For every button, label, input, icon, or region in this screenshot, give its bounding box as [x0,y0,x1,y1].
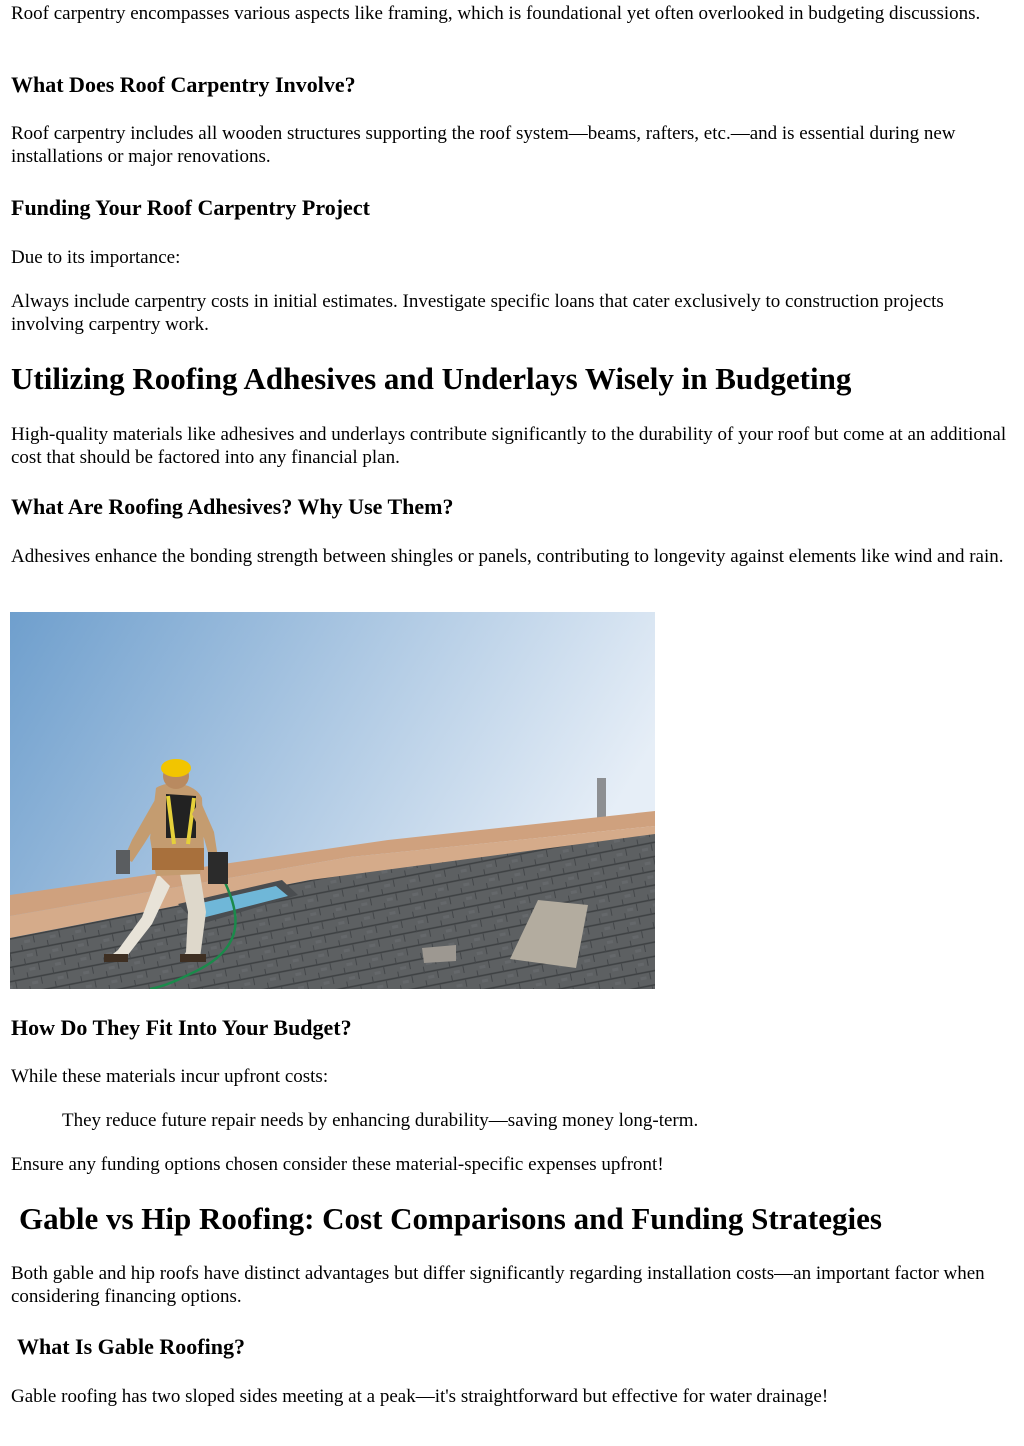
loose-shingle [422,945,456,963]
paragraph-gable-hip-advantages: Both gable and hip roofs have distinct advantages but differ significantly regarding installation costs—an important factor when considering financing options. [11,1263,985,1307]
paragraph-adhesives-enhance: Adhesives enhance the bonding strength between shingles or panels, contributing to longevity against elements like wind and rain. [11,546,1004,567]
paragraph-upfront-costs: While these materials incur upfront costs: [11,1066,329,1087]
heading-funding-carpentry: Funding Your Roof Carpentry Project [11,195,370,220]
paragraph-high-quality-materials: High-quality materials like adhesives and underlays contribute significantly to the durability of your roof but come at an additional cost that should be factored into any financial plan. [11,424,1007,468]
paragraph-roof-carpentry-includes: Roof carpentry includes all wooden structures supporting the roof system—beams, rafters, etc.—and is essential during new installations or major renovations. [11,123,956,167]
heading-roof-carpentry-involve: What Does Roof Carpentry Involve? [11,72,356,97]
paragraph-ensure-funding: Ensure any funding options chosen consider these material-specific expenses upfront! [11,1154,664,1175]
vent-pipe [597,778,606,818]
heading-fit-into-budget: How Do They Fit Into Your Budget? [11,1015,352,1040]
paragraph-gable-definition: Gable roofing has two sloped sides meeting at a peak—it's straightforward but effective for water drainage! [11,1386,829,1407]
roofer-photo [10,612,655,989]
paragraph-due-to-importance: Due to its importance: [11,247,181,268]
intro-paragraph: Roof carpentry encompasses various aspects like framing, which is foundational yet often overlooked in budgeting discussions. [11,3,981,24]
heading-what-are-adhesives: What Are Roofing Adhesives? Why Use Them? [11,494,454,519]
quote-reduce-repair: They reduce future repair needs by enhancing durability—saving money long-term. [62,1110,699,1131]
heading-what-is-gable: What Is Gable Roofing? [17,1334,245,1359]
heading-gable-vs-hip: Gable vs Hip Roofing: Cost Comparisons and Funding Strategies [19,1201,882,1236]
paragraph-carpentry-costs: Always include carpentry costs in initial estimates. Investigate specific loans that cater exclusively to construction projects involving carpentry work. [11,291,944,335]
heading-adhesives-underlays: Utilizing Roofing Adhesives and Underlays Wisely in Budgeting [11,361,852,396]
